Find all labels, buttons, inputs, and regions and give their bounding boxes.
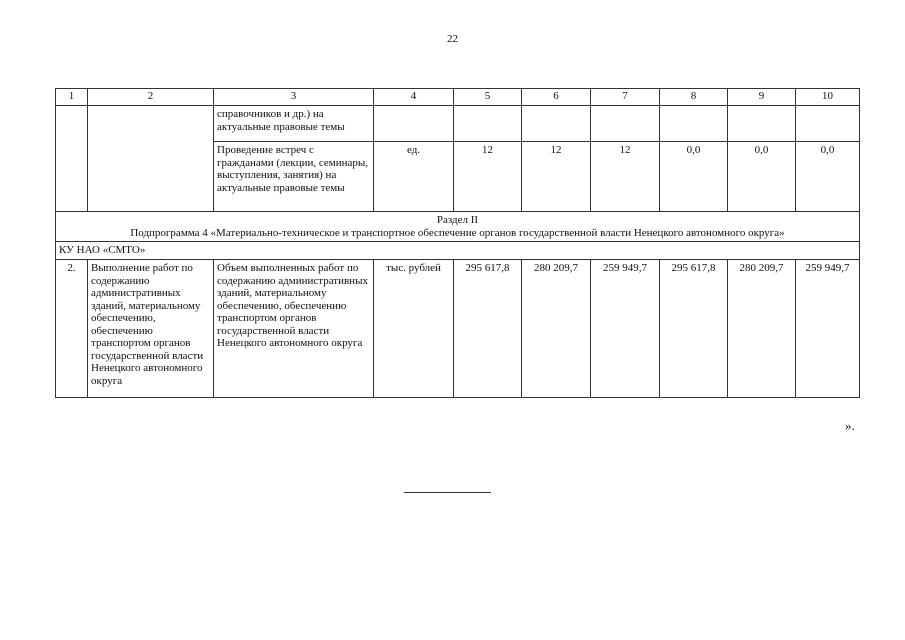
column-number: 9 (728, 89, 796, 106)
value-cell: 295 617,8 (660, 260, 728, 398)
column-number: 10 (796, 89, 860, 106)
value-cell: 0,0 (660, 142, 728, 212)
indicator-cell: справочников и др.) на актуальные правовые темы (214, 106, 374, 142)
closing-quote-mark: ». (845, 418, 855, 433)
value-cell: 0,0 (796, 142, 860, 212)
value-cell: 280 209,7 (522, 260, 591, 398)
value-cell: 259 949,7 (796, 260, 860, 398)
column-number: 2 (88, 89, 214, 106)
table-cell (728, 106, 796, 142)
column-number: 7 (591, 89, 660, 106)
column-number: 6 (522, 89, 591, 106)
table-row (56, 106, 860, 142)
table-cell (522, 106, 591, 142)
column-number: 3 (214, 89, 374, 106)
column-number: 8 (660, 89, 728, 106)
value-cell: 280 209,7 (728, 260, 796, 398)
unit-cell: ед. (374, 142, 454, 212)
activity-cell: Выполнение работ по содержанию административных зданий, материальному обеспечению, обеспечению транспортом органов государственной власти Ненецкого автономного округа (88, 260, 214, 398)
value-cell: 295 617,8 (454, 260, 522, 398)
value-cell: 0,0 (728, 142, 796, 212)
table-cell (660, 106, 728, 142)
table-header-row (56, 89, 860, 106)
separator-line (404, 492, 491, 493)
section-subtitle: Подпрограмма 4 «Материально-техническое и транспортное обеспечение органов государственной власти Ненецкого автономного округа» (130, 226, 785, 239)
page-number: 22 (447, 33, 458, 45)
row-number-cell: 2. (56, 260, 88, 398)
column-number: 4 (374, 89, 454, 106)
column-number: 1 (56, 89, 88, 106)
unit-cell: тыс. рублей (374, 260, 454, 398)
table-cell (374, 106, 454, 142)
value-cell: 259 949,7 (591, 260, 660, 398)
section-heading-cell (56, 212, 860, 242)
table-cell (56, 106, 88, 212)
table-row (56, 260, 860, 398)
indicator-cell: Проведение встреч с гражданами (лекции, семинары, выступления, занятия) на актуальные правовые темы (214, 142, 374, 212)
org-name-cell: КУ НАО «СМТО» (56, 242, 860, 260)
value-cell: 12 (454, 142, 522, 212)
section-title: Раздел II (436, 214, 479, 226)
section-row (56, 212, 860, 242)
table-cell (454, 106, 522, 142)
indicator-cell: Объем выполненных работ по содержанию административных зданий, материальному обеспечению, обеспечению транспортом органов государственной власти Ненецкого автономного округа (214, 260, 374, 398)
column-number: 5 (454, 89, 522, 106)
table-cell (88, 106, 214, 212)
org-row (56, 242, 860, 260)
indicators-table (55, 88, 860, 398)
value-cell: 12 (591, 142, 660, 212)
value-cell: 12 (522, 142, 591, 212)
table-cell (796, 106, 860, 142)
table-cell (591, 106, 660, 142)
